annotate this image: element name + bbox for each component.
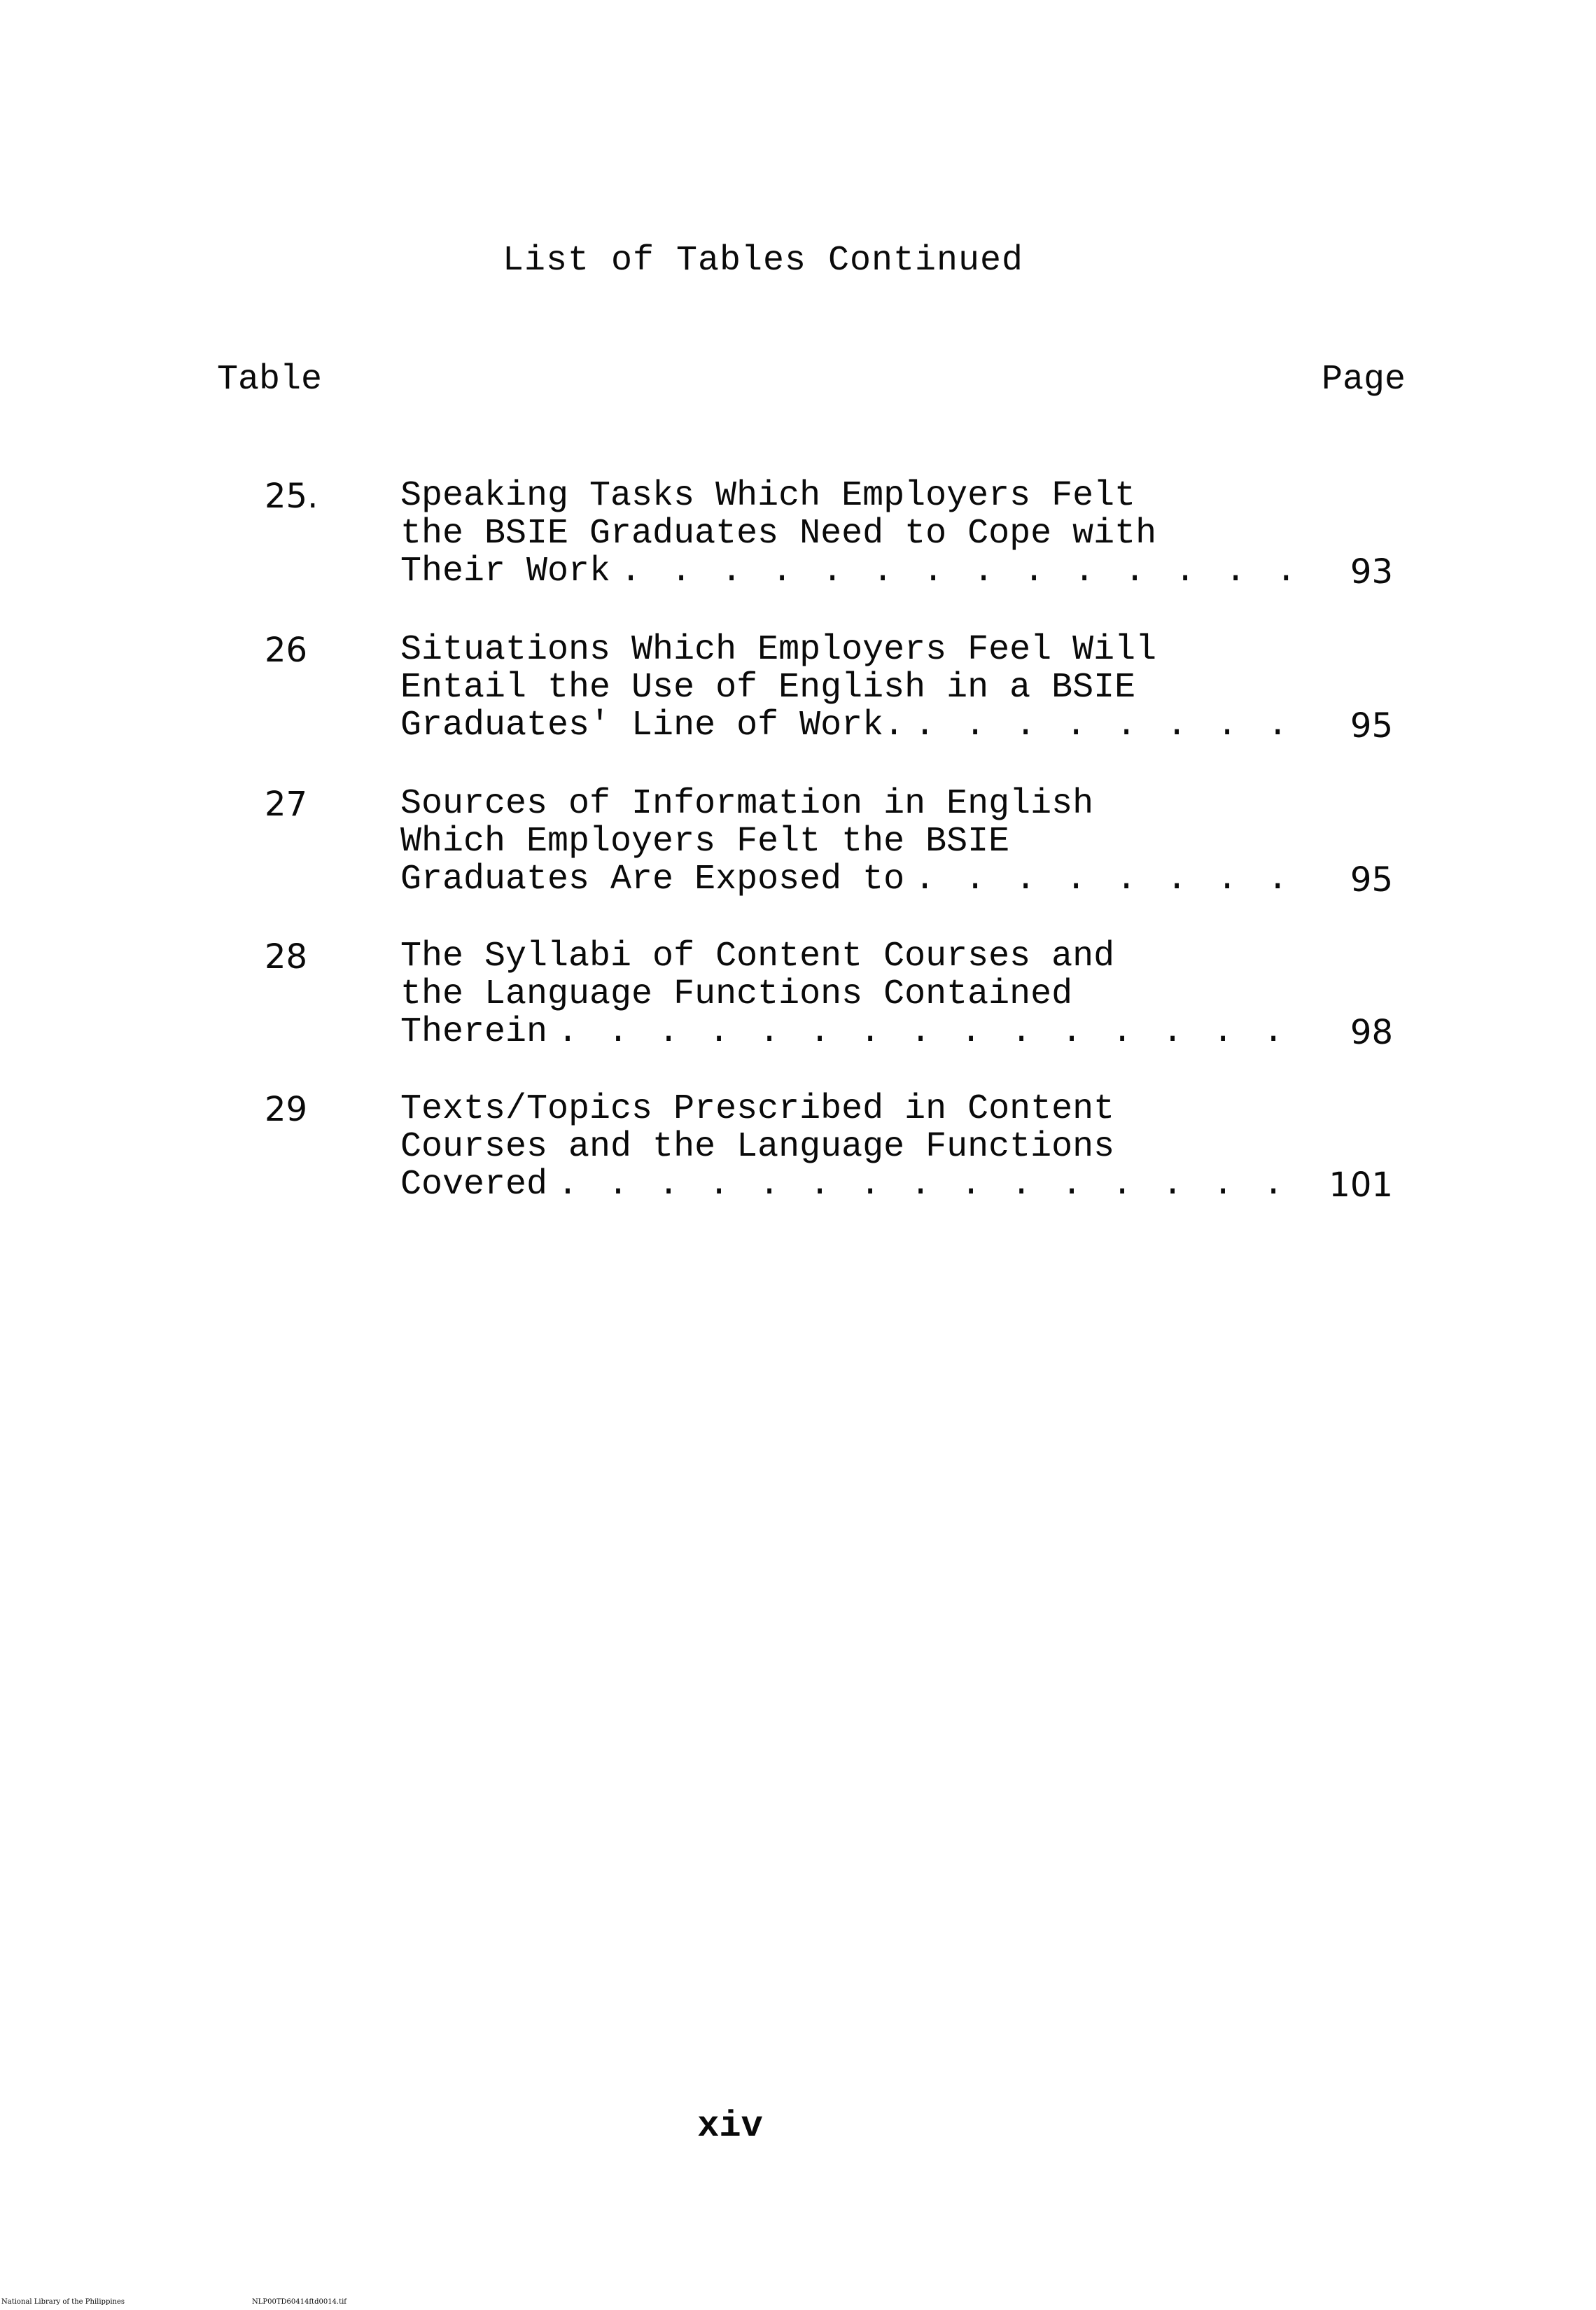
- dot-leader: [547, 1014, 1310, 1051]
- table-title: [400, 938, 1310, 1051]
- title-line: Texts/Topics Prescribed in Content: [400, 1089, 1115, 1129]
- title-line: Speaking Tasks Which Employers Felt: [400, 476, 1136, 516]
- page-number: 93: [1350, 552, 1393, 592]
- title-line: Therein: [400, 1014, 548, 1051]
- table-title: [400, 631, 1310, 745]
- table-number: 25.: [265, 477, 318, 516]
- table-title: [400, 477, 1310, 591]
- table-number: 29: [265, 1090, 308, 1129]
- page-number: 101: [1329, 1166, 1393, 1205]
- footer-file-id: NLP00TD60414ftd0014.tif: [252, 2298, 347, 2306]
- page-folio: xiv: [697, 2106, 763, 2147]
- dot-leader: [904, 707, 1310, 745]
- title-line: Which Employers Felt the BSIE: [400, 822, 1010, 862]
- column-label-table: Table: [217, 360, 323, 400]
- title-line: the BSIE Graduates Need to Cope with: [400, 514, 1157, 554]
- dot-leader: [547, 1166, 1310, 1204]
- title-line: The Syllabi of Content Courses and: [400, 937, 1115, 976]
- title-line: Covered: [400, 1166, 548, 1204]
- table-title: [400, 785, 1310, 899]
- title-line: Situations Which Employers Feel Will: [400, 630, 1157, 670]
- table-number: 28: [265, 937, 308, 976]
- column-label-page: Page: [1322, 360, 1406, 400]
- title-line: Sources of Information in English: [400, 784, 1094, 824]
- dot-leader: [610, 553, 1310, 591]
- title-line: the Language Functions Contained: [400, 974, 1073, 1014]
- table-number: 26: [265, 631, 308, 670]
- page-number: 98: [1350, 1013, 1393, 1052]
- title-line: Graduates' Line of Work.: [400, 707, 905, 745]
- title-line: Entail the Use of English in a BSIE: [400, 668, 1136, 708]
- table-number: 27: [265, 785, 308, 824]
- title-line: Their Work: [400, 553, 611, 591]
- table-title: [400, 1091, 1310, 1204]
- page-heading: List of Tables Continued: [502, 241, 1024, 281]
- title-line: Graduates Are Exposed to: [400, 861, 905, 899]
- dot-leader: [904, 861, 1310, 899]
- page-number: 95: [1350, 706, 1393, 746]
- title-line: Courses and the Language Functions: [400, 1127, 1115, 1167]
- footer-library-credit: National Library of the Philippines: [1, 2298, 125, 2306]
- page-number: 95: [1350, 860, 1393, 899]
